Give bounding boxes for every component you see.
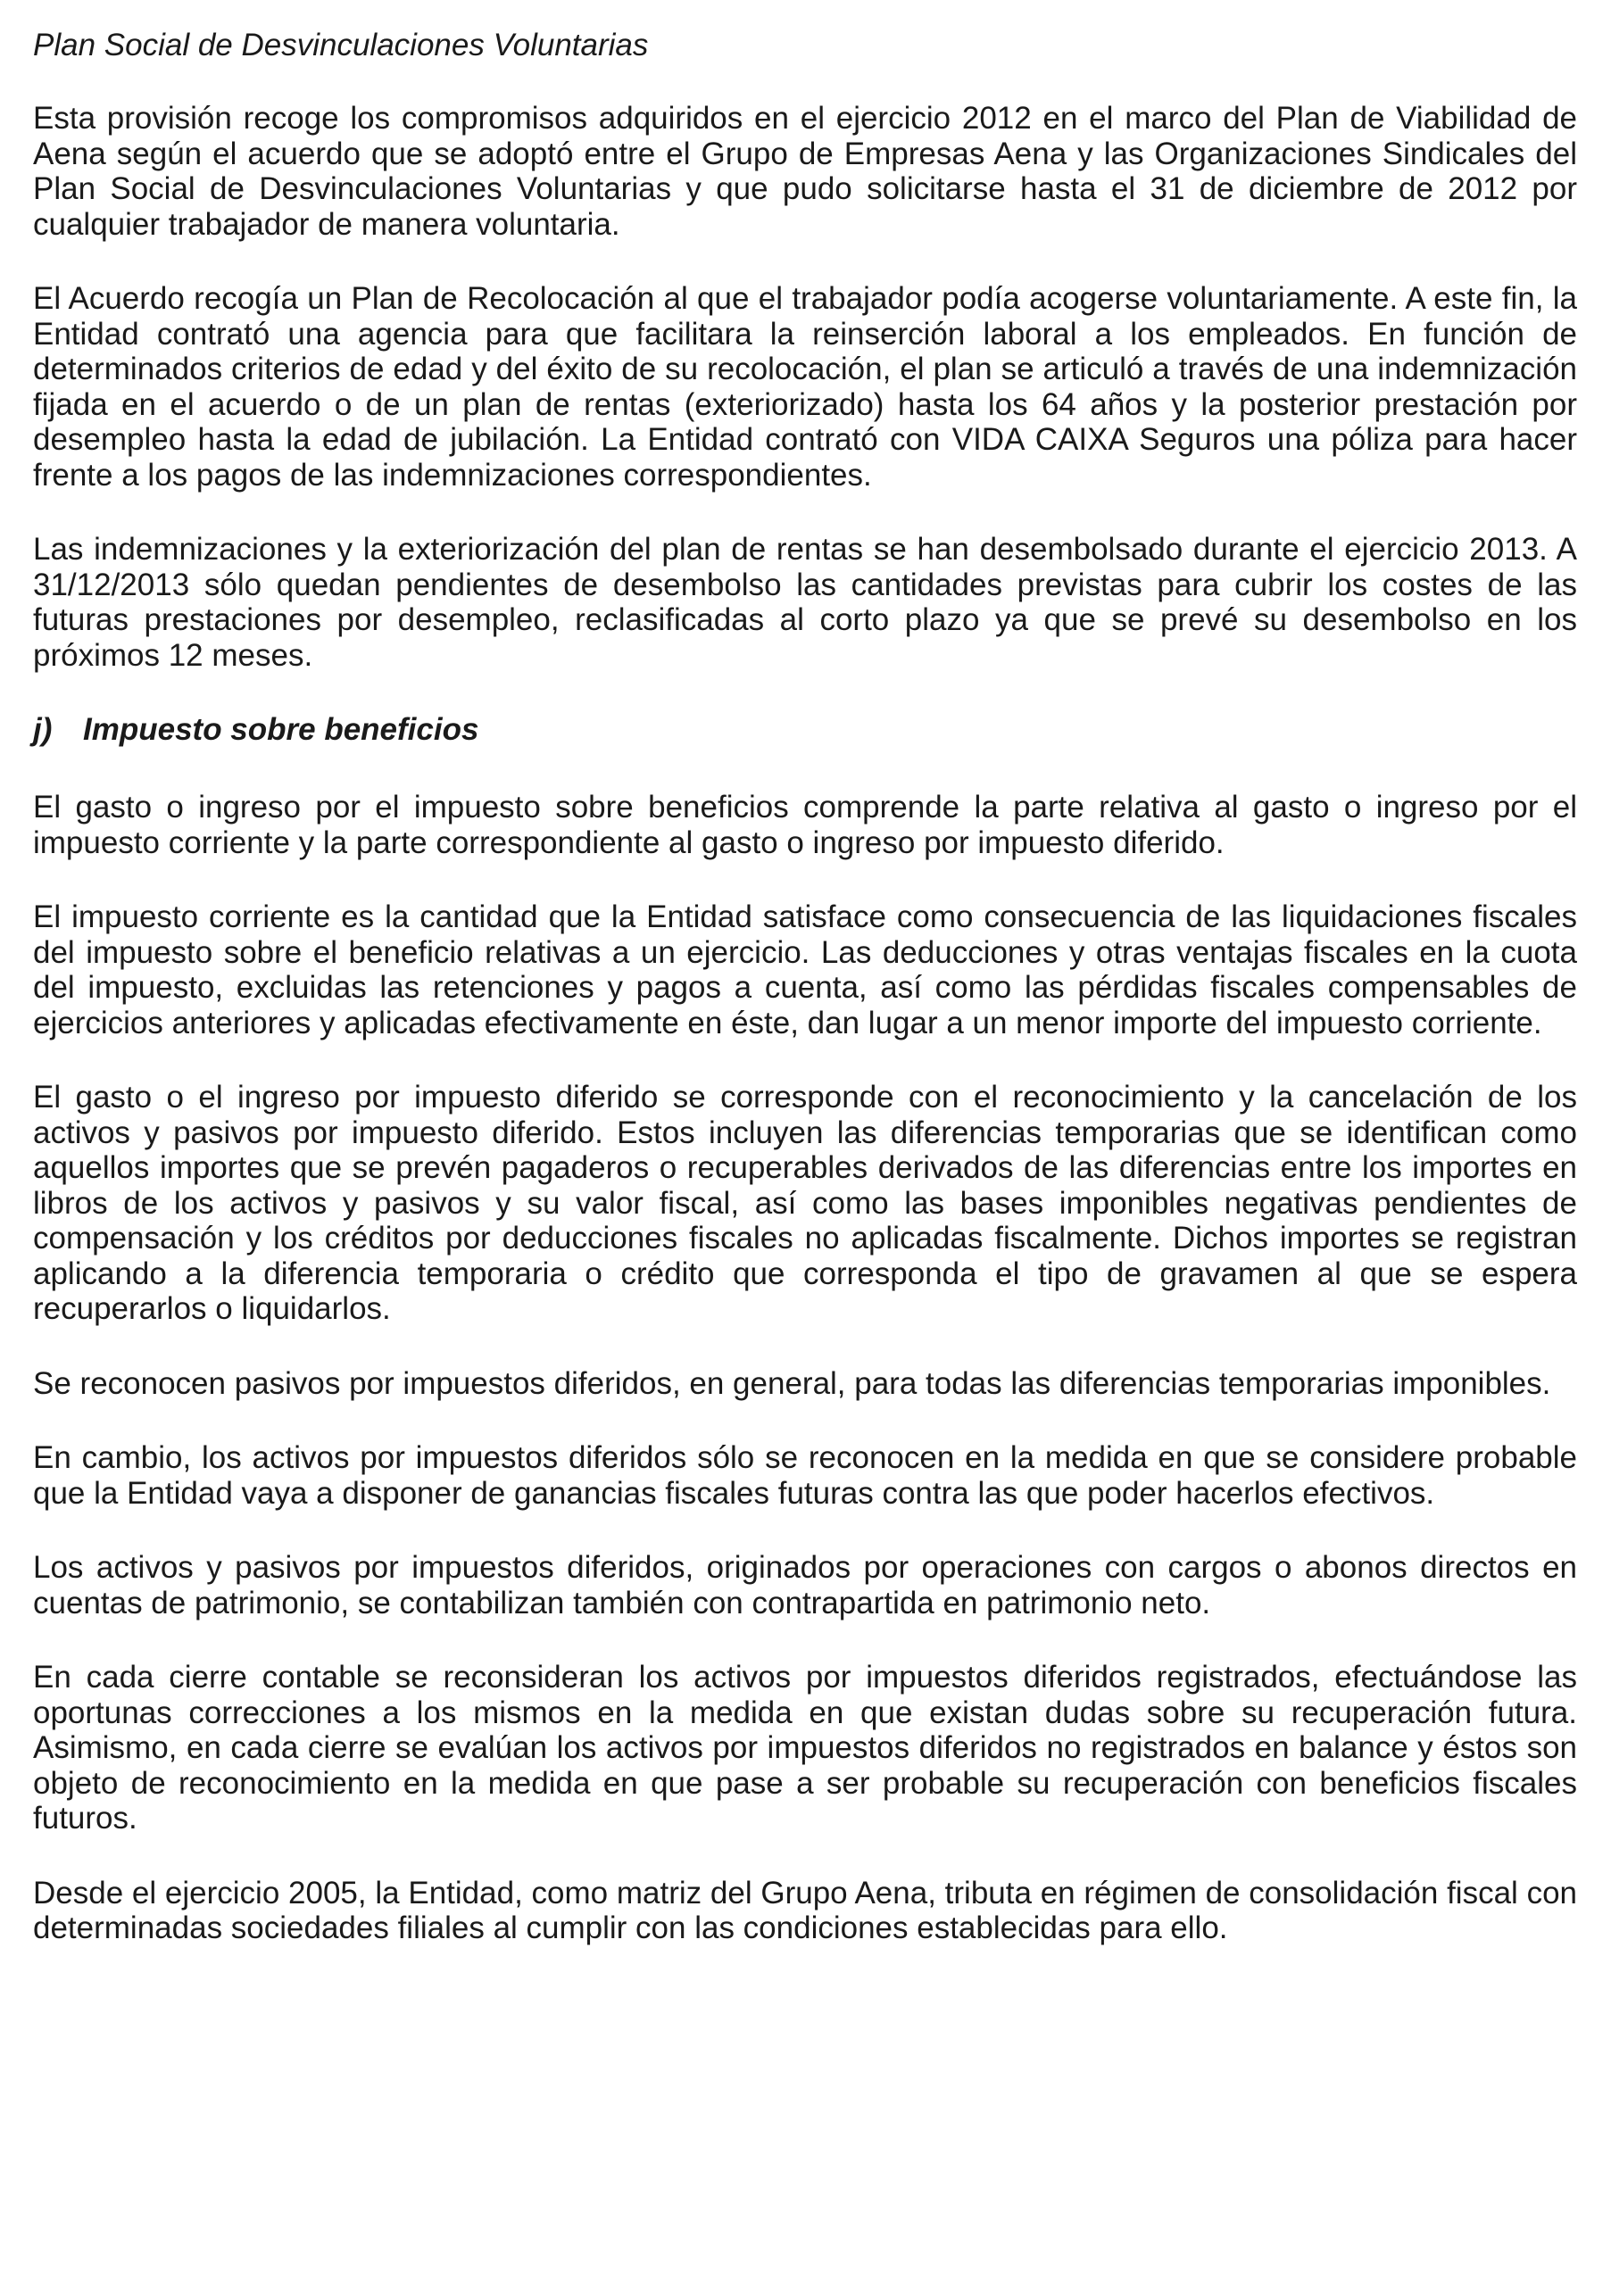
section-heading <box>33 712 1577 748</box>
paragraph: Se reconocen pasivos por impuestos diferidos, en general, para todas las diferencias temporarias imponibles. <box>33 1365 1551 1401</box>
paragraph: Desde el ejercicio 2005, la Entidad, como matriz del Grupo Aena, tributa en régimen de consolidación fiscal con determinadas sociedades filiales al cumplir con las condiciones establecidas para ello. <box>33 1875 1577 1945</box>
document-page <box>33 28 1577 1985</box>
paragraph: El impuesto corriente es la cantidad que la Entidad satisface como consecuencia de las liquidaciones fiscales del impuesto sobre el beneficio relativas a un ejercicio. Las deducciones y otras ventajas fiscales en la cuota del impuesto, excluidas las retenciones y pagos a cuenta, así como las pérdidas fiscales compensables de ejercicios anteriores y aplicadas efectivamente en éste, dan lugar a un menor importe del impuesto corriente. <box>33 899 1577 1040</box>
section-title: Impuesto sobre beneficios <box>83 712 479 747</box>
paragraph: Las indemnizaciones y la exteriorización del plan de rentas se han desembolsado durante el ejercicio 2013. A 31/12/2013 sólo quedan pendientes de desembolso las cantidades previstas para cubrir los costes de las futuras prestaciones por desempleo, reclasificadas al corto plazo ya que se prevé su desembolso en los próximos 12 meses. <box>33 532 1577 673</box>
paragraph: El gasto o ingreso por el impuesto sobre beneficios comprende la parte relativa al gasto o ingreso por el impuesto corriente y la parte correspondiente al gasto o ingreso por impuesto diferido. <box>33 790 1577 860</box>
paragraph: Los activos y pasivos por impuestos diferidos, originados por operaciones con cargos o abonos directos en cuentas de patrimonio, se contabilizan también con contrapartida en patrimonio neto. <box>33 1550 1577 1620</box>
paragraph: El Acuerdo recogía un Plan de Recolocación al que el trabajador podía acogerse voluntariamente. A este fin, la Entidad contrató una agencia para que facilitara la reinserción laboral a los empleados. En función de determinados criterios de edad y del éxito de su recolocación, el plan se articuló a través de una indemnización fijada en el acuerdo o de un plan de rentas (exteriorizado) hasta los 64 años y la posterior prestación por desempleo hasta la edad de jubilación. La Entidad contrató con VIDA CAIXA Seguros una póliza para hacer frente a los pagos de las indemnizaciones correspondientes. <box>33 281 1577 493</box>
paragraph: En cambio, los activos por impuestos diferidos sólo se reconocen en la medida en que se considere probable que la Entidad vaya a disponer de ganancias fiscales futuras contra las que poder hacerlos efectivos. <box>33 1440 1577 1511</box>
paragraph: En cada cierre contable se reconsideran los activos por impuestos diferidos registrados, efectuándose las oportunas correcciones a los mismos en la medida en que existan dudas sobre su recuperación futura. Asimismo, en cada cierre se evalúan los activos por impuestos diferidos no registrados en balance y éstos son objeto de reconocimiento en la medida en que pase a ser probable su recuperación con beneficios fiscales futuros. <box>33 1660 1577 1836</box>
paragraph: Esta provisión recoge los compromisos adquiridos en el ejercicio 2012 en el marco del Plan de Viabilidad de Aena según el acuerdo que se adoptó entre el Grupo de Empresas Aena y las Organizaciones Sindicales del Plan Social de Desvinculaciones Voluntarias y que pudo solicitarse hasta el 31 de diciembre de 2012 por cualquier trabajador de manera voluntaria. <box>33 101 1577 242</box>
subheading: Plan Social de Desvinculaciones Voluntarias <box>33 28 649 62</box>
section-letter: j) <box>33 712 53 747</box>
paragraph: El gasto o el ingreso por impuesto diferido se corresponde con el reconocimiento y la cancelación de los activos y pasivos por impuesto diferido. Estos incluyen las diferencias temporarias que se identifican como aquellos importes que se prevén pagaderos o recuperables derivados de las diferencias entre los importes en libros de los activos y pasivos y su valor fiscal, así como las bases imponibles negativas pendientes de compensación y los créditos por deducciones fiscales no aplicadas fiscalmente. Dichos importes se registran aplicando a la diferencia temporaria o crédito que corresponda el tipo de gravamen al que se espera recuperarlos o liquidarlos. <box>33 1080 1577 1326</box>
